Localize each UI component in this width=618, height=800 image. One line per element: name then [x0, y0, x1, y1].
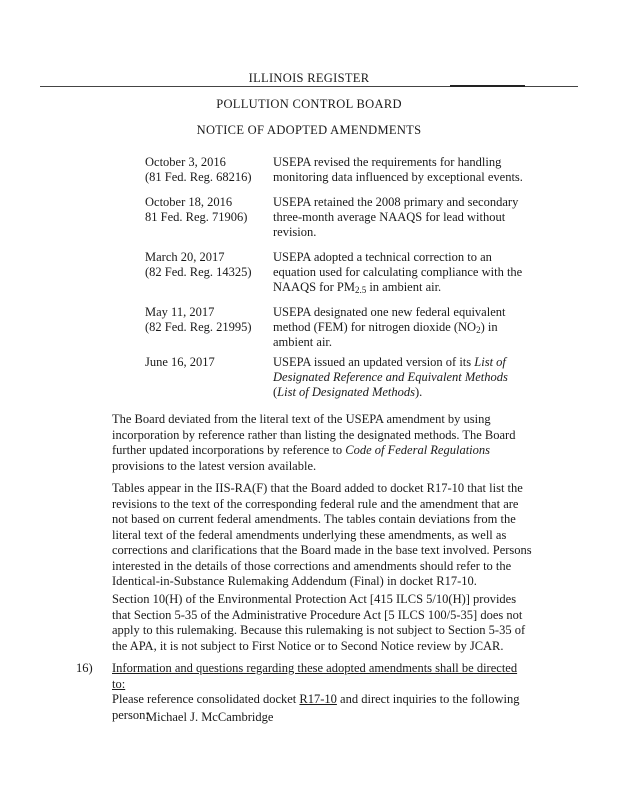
action-date: June 16, 2017 [145, 355, 215, 369]
section-10h-paragraph: Section 10(H) of the Environmental Protection Act [415 ILCS 5/10(H)] provides that Section 5-35 of the Administrative Procedure Act [5 ILCS 100/5-35] does not apply to this rulemaking. Because this rulemaking is not subject to Section 5-35 of the APA, it is not subject to First Notice or to Second Notice review by JCAR. [112, 592, 526, 653]
deviation-paragraph: The Board deviated from the literal text of the USEPA amendment by using incorporation by reference rather than listing the designated methods. The Board further updated incorporations by reference to Code of Federal Regulations provisions to the latest version available. [112, 412, 516, 473]
docket-reference: R17-10 [299, 692, 337, 706]
contact-name: Michael J. McCambridge [146, 710, 274, 724]
action-description: USEPA designated one new federal equivalent method (FEM) for nitrogen dioxide $(NO_2)$ in ambient air. [273, 305, 506, 349]
action-description: USEPA revised the requirements for handling monitoring data influenced by exceptional events. [273, 155, 523, 184]
tables-paragraph: Tables appear in the IIS-RA(F) that the Board added to docket R17-10 that list the revisions to the text of the corresponding federal rule and the amendment that are not based on current federal amendments. The tables contain deviations from the literal text of the federal amendments underlying these amendments, as well as corrections and clarifications that the Board made in the base text involved. Persons interested in the details of those corrections and amendments should refer to the Identical-in-Substance Rulemaking Addendum (Final) in docket R17-10. [112, 481, 532, 588]
header-rule-accent [450, 85, 525, 87]
contact-instructions: Please reference consolidated docket R17-10 and direct inquiries to the following person: [112, 692, 520, 722]
fed-reg-citation: (82 Fed. Reg. 21995) [145, 320, 252, 334]
item-number: 16) [76, 661, 93, 675]
action-description: USEPA retained the 2008 primary and secondary three-month average NAAQS for lead without revision. [273, 195, 519, 239]
action-date: October 18, 2016 [145, 195, 233, 209]
fed-reg-citation: 81 Fed. Reg. 71906) [145, 210, 248, 224]
notice-title: NOTICE OF ADOPTED AMENDMENTS [196, 123, 422, 137]
contact-heading: Information and questions regarding these adopted amendments shall be directed to: [112, 661, 518, 691]
action-description: USEPA adopted a technical correction to an equation used for calculating compliance with the NAAQS for $PM_{2.5}$ in ambient air. [273, 250, 523, 295]
fed-reg-citation: (82 Fed. Reg. 14325) [145, 265, 252, 279]
action-date: October 3, 2016 [145, 155, 226, 169]
register-title: ILLINOIS REGISTER [248, 71, 370, 85]
board-title: POLLUTION CONTROL BOARD [216, 97, 402, 111]
action-date: May 11, 2017 [145, 305, 215, 319]
fed-reg-citation: (81 Fed. Reg. 68216) [145, 170, 252, 184]
action-date: March 20, 2017 [145, 250, 225, 264]
action-description: USEPA issued an updated version of its List of Designated Reference and Equivalent Methods (List of Designated Methods). [273, 355, 508, 399]
